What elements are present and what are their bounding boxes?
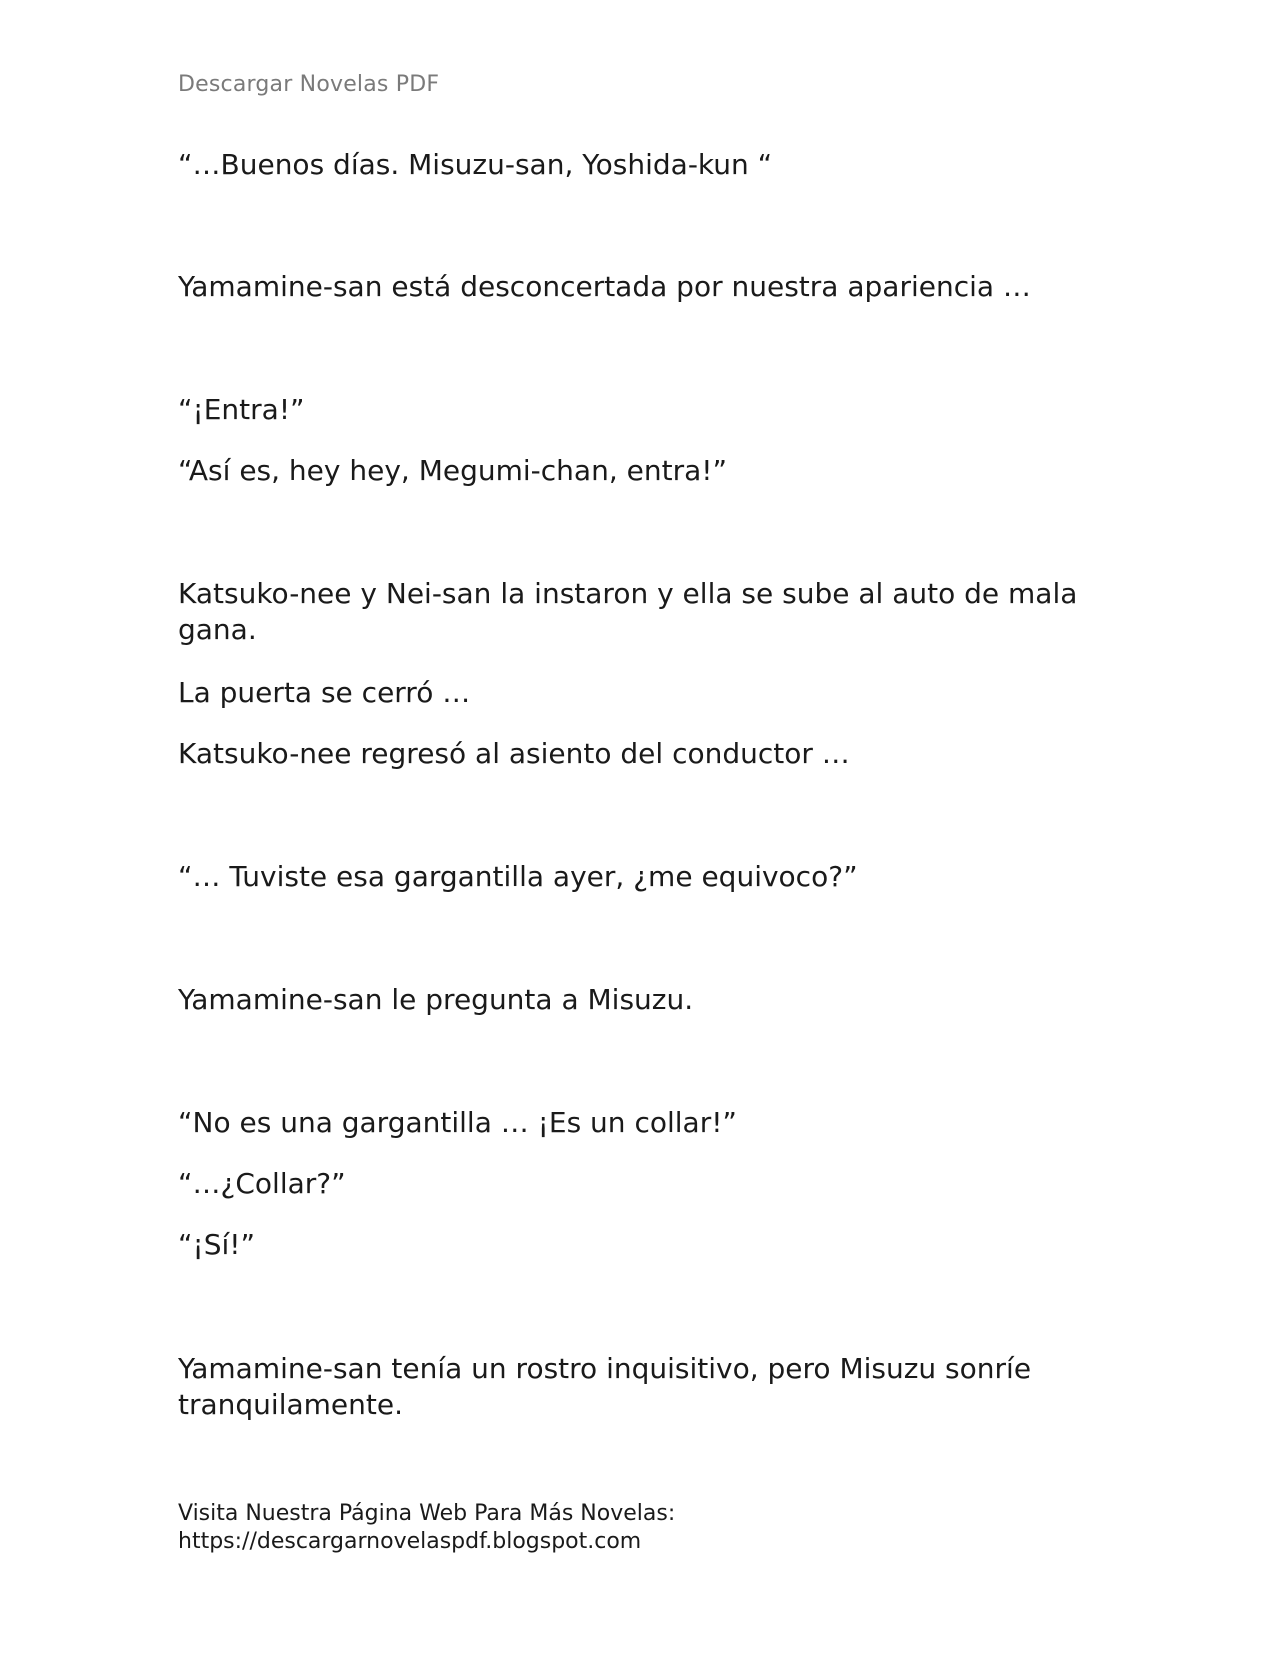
paragraph-9: Yamamine-san le pregunta a Misuzu. — [178, 983, 694, 1016]
paragraph-10: “No es una gargantilla … ¡Es un collar!” — [178, 1106, 737, 1139]
paragraph-3: “¡Entra!” — [178, 393, 305, 426]
paragraph-5: Katsuko-nee y Nei-san la instaron y ella se sube al auto de mala gana. — [178, 577, 1078, 646]
paragraph-4: “Así es, hey hey, Megumi-chan, entra!” — [178, 454, 727, 487]
footer-note — [178, 1500, 675, 1556]
paragraph-12: “¡Sí!” — [178, 1228, 256, 1261]
paragraph-8: “… Tuviste esa gargantilla ayer, ¿me equivoco?” — [178, 860, 858, 893]
page-header: Descargar Novelas PDF — [178, 72, 440, 97]
paragraph-13: Yamamine-san tenía un rostro inquisitivo, pero Misuzu sonríe tranquilamente. — [178, 1352, 1032, 1421]
paragraph-11: “…¿Collar?” — [178, 1167, 346, 1200]
paragraph-1: “…Buenos días. Misuzu-san, Yoshida-kun “ — [178, 148, 773, 181]
paragraph-2: Yamamine-san está desconcertada por nuestra apariencia … — [178, 270, 1031, 303]
paragraph-7: Katsuko-nee regresó al asiento del conductor … — [178, 737, 850, 770]
paragraph-6: La puerta se cerró … — [178, 676, 471, 709]
footer-text: Visita Nuestra Página Web Para Más Novelas: — [178, 1501, 676, 1526]
footer-url: https://descargarnovelaspdf.blogspot.com — [178, 1529, 642, 1554]
